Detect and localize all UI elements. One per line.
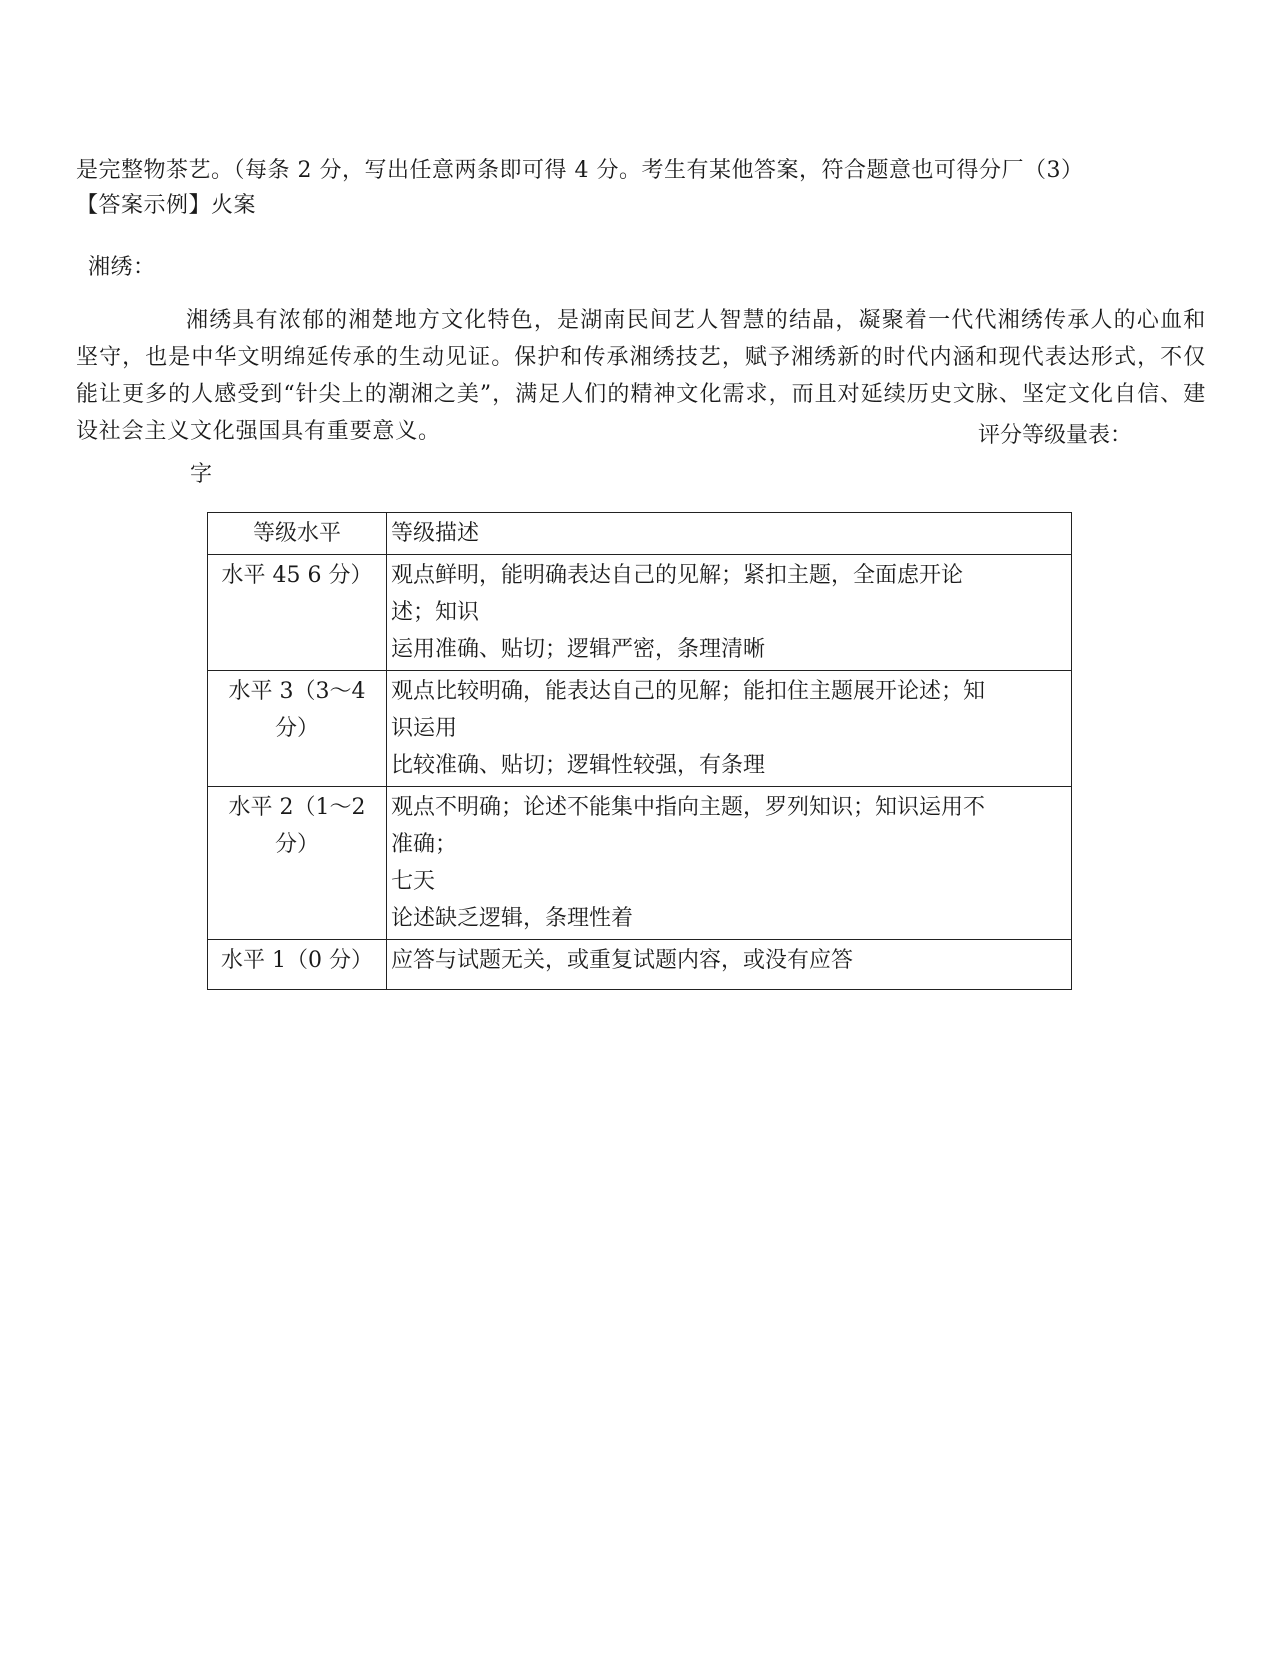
description-line: 观点比较明确，能表达自己的见解；能扣住主题展开论述；知 xyxy=(391,679,986,704)
description-cell xyxy=(387,555,1072,671)
stray-character: 字 xyxy=(190,462,213,487)
table-header-row xyxy=(208,513,1072,555)
description-line: 比较准确、贴切；逻辑性较强，有条理 xyxy=(391,753,766,778)
description-line: 论述缺乏逻辑，条理性着 xyxy=(391,906,634,931)
description-cell xyxy=(387,787,1072,940)
description-line: 应答与试题无关，或重复试题内容，或没有应答 xyxy=(391,948,854,973)
level-cell: 水平 1（0 分） xyxy=(208,940,387,990)
description-line: 观点鲜明，能明确表达自己的见解；紧扣主题，全面虑开论 xyxy=(391,563,964,588)
description-line: 识运用 xyxy=(391,716,458,741)
level-cell: 水平 45 6 分） xyxy=(208,555,387,671)
description-line: 准确； xyxy=(391,832,458,857)
table-row xyxy=(208,671,1072,787)
level-cell: 水平 2（1～2 分） xyxy=(208,787,387,940)
answer-example-line: 【答案示例】火案 xyxy=(76,193,257,218)
grading-scale-table xyxy=(207,512,1072,990)
description-line: 述；知识 xyxy=(391,600,480,625)
table-row xyxy=(208,787,1072,940)
level-cell: 水平 3（3～4 分） xyxy=(208,671,387,787)
description-cell xyxy=(387,940,1072,990)
table-row xyxy=(208,940,1072,990)
header-level: 等级水平 xyxy=(208,513,387,555)
scale-label: 评分等级量表： xyxy=(978,423,1133,448)
description-line: 七天 xyxy=(391,869,436,894)
answer-paragraph: 湘绣具有浓郁的湘楚地方文化特色，是湖南民间艺人智慧的结晶，凝聚着一代代湘绣传承人的心血和坚守，也是中华文明绵延传承的生动见证。保护和传承湘绣技艺，赋予湘绣新的时代内涵和现代表达形式，不仅能让更多的人感受到“针尖上的潮湘之美”，满足人们的精神文化需求，而且对延续历史文脉、坚定文化自信、建设社会主义文化强国具有重要意义。 xyxy=(76,308,1206,444)
answer-line-1: 是完整物茶艺。（每条 2 分，写出任意两条即可得 4 分。考生有某他答案，符合题意也可得分厂（3） xyxy=(76,158,1084,183)
header-description: 等级描述 xyxy=(387,513,1072,555)
section-heading-xiangxiu: 湘绣： xyxy=(88,255,156,280)
description-line: 运用准确、贴切；逻辑严密，条理清晰 xyxy=(391,637,766,662)
description-line: 观点不明确；论述不能集中指向主题，罗列知识；知识运用不 xyxy=(391,795,986,820)
description-cell xyxy=(387,671,1072,787)
table-row xyxy=(208,555,1072,671)
